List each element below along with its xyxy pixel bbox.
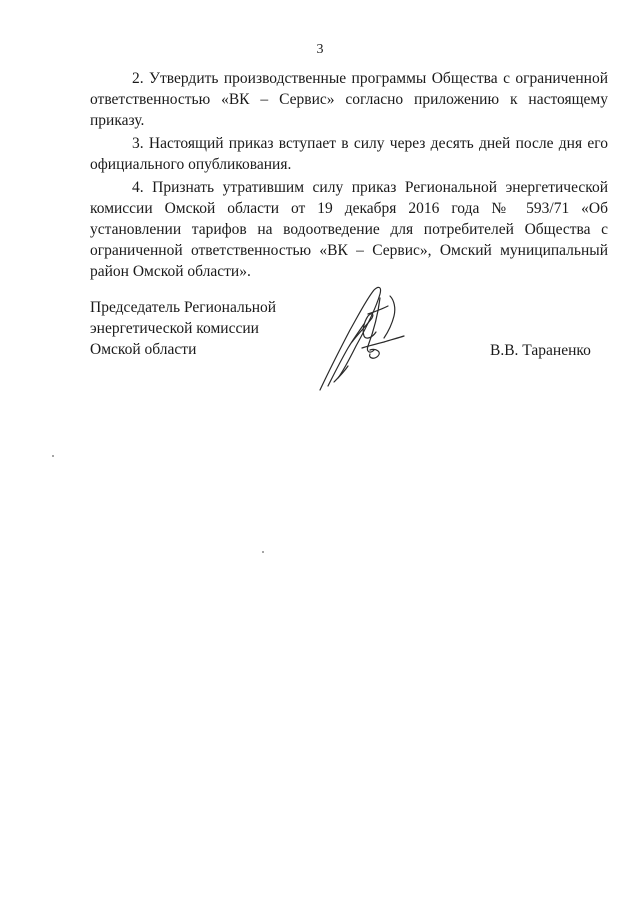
order-body	[90, 68, 608, 284]
signatory-title	[90, 297, 330, 360]
scan-speck	[52, 455, 54, 457]
paragraph-4: 4. Признать утратившим силу приказ Региональной энергетической комиссии Омской области от 19 декабря 2016 года № 593/71 «Об установлении тарифов на водоотведение для потребителей Общества с ограниченной ответственностью «ВК – Сервис», Омский муниципальный район Омской области».	[90, 179, 608, 280]
handwritten-signature	[308, 278, 418, 398]
signatory-title-line: Омской области	[90, 341, 197, 358]
signatory-title-line: энергетической комиссии	[90, 320, 259, 337]
signatory-title-line: Председатель Региональной	[90, 299, 277, 316]
page-number: 3	[316, 42, 324, 57]
paragraph-3: 3. Настоящий приказ вступает в силу через десять дней после дня его официального опубликования.	[90, 135, 608, 173]
paragraph-2: 2. Утвердить производственные программы Общества с ограниченной ответственностью «ВК – Сервис» согласно приложению к настоящему приказу.	[90, 70, 608, 129]
scan-speck	[262, 551, 264, 553]
signer-name: В.В. Тараненко	[490, 342, 591, 359]
